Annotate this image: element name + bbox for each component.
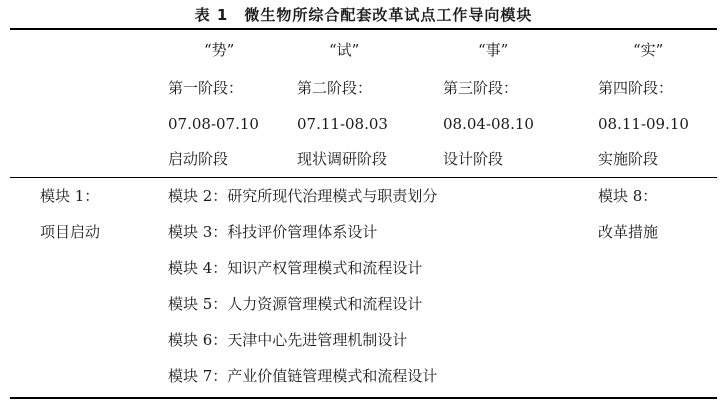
stage-3-period: 08.04-08.10 bbox=[443, 115, 534, 133]
module-2: 模块 2：研究所现代治理模式与职责划分 bbox=[168, 187, 438, 205]
stage-2-label: 现状调研阶段 bbox=[297, 150, 388, 168]
stage-1-label: 启动阶段 bbox=[168, 150, 229, 168]
top-rule bbox=[10, 28, 717, 30]
stage-3-label: 设计阶段 bbox=[443, 150, 504, 168]
stage-4-label: 实施阶段 bbox=[598, 150, 659, 168]
module-8-name: 模块 8： bbox=[598, 187, 658, 205]
stage-4-name: 第四阶段： bbox=[598, 79, 674, 97]
module-8-label: 改革措施 bbox=[598, 223, 659, 241]
module-7: 模块 7：产业价值链管理模式和流程设计 bbox=[168, 367, 438, 385]
stage-1-period: 07.08-07.10 bbox=[168, 115, 259, 133]
module-1-label: 项目启动 bbox=[40, 223, 101, 241]
module-4: 模块 4：知识产权管理模式和流程设计 bbox=[168, 259, 423, 277]
header-shi-matter: “事” bbox=[478, 41, 509, 59]
header-shi-situation: “势” bbox=[204, 41, 235, 59]
module-3: 模块 3：科技评价管理体系设计 bbox=[168, 223, 378, 241]
header-shi-trial: “试” bbox=[329, 41, 360, 59]
bottom-rule bbox=[10, 397, 717, 399]
module-1-name: 模块 1： bbox=[40, 187, 100, 205]
table-title: 表 1 微生物所综合配套改革试点工作导向模块 bbox=[194, 6, 533, 24]
module-5: 模块 5：人力资源管理模式和流程设计 bbox=[168, 295, 423, 313]
stage-1-name: 第一阶段： bbox=[168, 79, 244, 97]
stage-3-name: 第三阶段： bbox=[443, 79, 519, 97]
module-6: 模块 6：天津中心先进管理机制设计 bbox=[168, 331, 408, 349]
stage-2-period: 07.11-08.03 bbox=[297, 115, 388, 133]
header-shi-reality: “实” bbox=[633, 41, 664, 59]
middle-rule bbox=[10, 177, 717, 178]
stage-2-name: 第二阶段： bbox=[297, 79, 373, 97]
stage-4-period: 08.11-09.10 bbox=[598, 115, 689, 133]
